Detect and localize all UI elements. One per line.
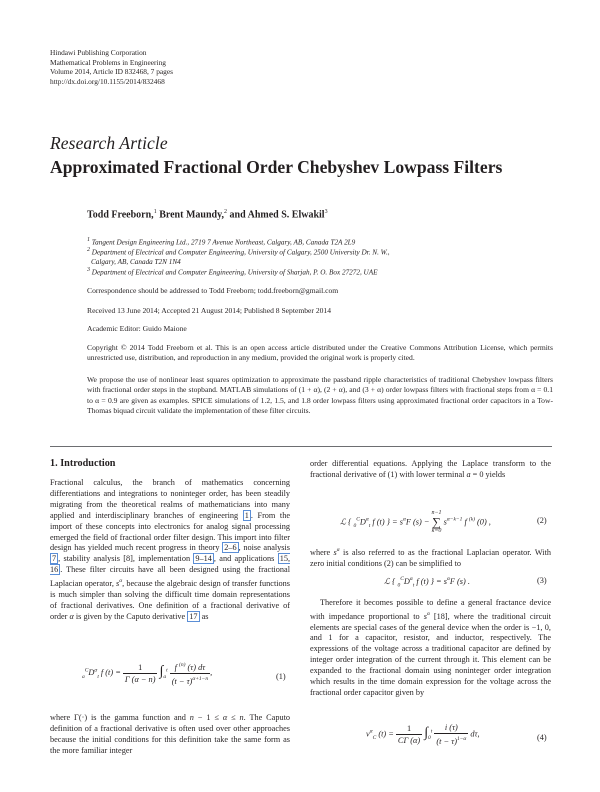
section-heading: 1. Introduction <box>50 458 116 469</box>
volume-line: Volume 2014, Article ID 832468, 7 pages <box>50 67 174 77</box>
author-sup: 2 <box>224 209 228 215</box>
affiliation-text-cont: Calgary, AB, Canada T2N 1N4 <box>91 257 181 266</box>
equation-number: (2) <box>537 516 547 525</box>
publisher: Hindawi Publishing Corporation <box>50 48 147 57</box>
affiliation-2 <box>87 246 390 267</box>
equation-2: ℒ { $_0^CD^\alpha_t$ f (t) } = $s^\alpha F$ (s) − n−1 ∑ k=0 $s^{\alpha-k-1}$ f $^{(k)}$ (0) , <box>340 510 491 534</box>
journal-header <box>50 48 173 86</box>
left-column-para-2: where Γ(·) is the gamma function and n − 1 ≤ α ≤ n. The Caputo definition of a fractional derivative is often used over other approaches because the initial conditions for this definition take the same form as the more familiar integer <box>50 713 291 755</box>
citation-link[interactable]: 9–14 <box>195 554 212 564</box>
affiliation-text: Department of Electrical and Computer Engineering, University of Sharjah, P. O. Box 27272, UAE <box>91 268 378 277</box>
article-type: Research Article <box>50 133 168 153</box>
author-sup: 1 <box>153 209 157 215</box>
affiliation-sup: 3 <box>87 267 90 273</box>
equation-3: ℒ { $_0^CD^\alpha_t$ f (t) } = $s^\alpha F$ (s) . <box>384 576 470 589</box>
author-name: and Ahmed S. Elwakil <box>229 209 325 221</box>
equation-number: (4) <box>537 733 547 742</box>
equation-4: $v^\alpha_C$ (t) = $\frac{1}{C\Gamma (\alpha)}$ $\int_0^t$ $\frac{i (\tau)}{(t - \tau)^{1-\alpha}}$ dτ, <box>366 723 480 746</box>
right-column-para-2: where $s^\alpha$ is also referred to as the fractional Laplacian operator. With zero initial conditions (2) can be simplified to <box>310 547 552 568</box>
citation-link[interactable]: 2–6 <box>224 543 237 553</box>
doi-link[interactable]: http://dx.doi.org/10.1155/2014/832468 <box>50 76 165 86</box>
right-column-para-3: Therefore it becomes possible to define a general fractance device with impedance proportional to $s^\alpha$ [18], where the traditional circuit elements are special cases of the general device when the order is −1, 0, and 1 for a capacitor, resistor, and inductor, respectively. The expressions of the voltage across a traditional capacitor are defined by integer order integration of the current through it. This element can be expanded to the fractional domain using noninteger order integration which results in the time domain expression for the voltage across the fractional order capacitor given by <box>310 598 551 697</box>
affiliation-text: Department of Electrical and Computer Engineering, University of Calgary, 2500 University Dr. N. W., <box>91 248 390 257</box>
correspondence: Correspondence should be addressed to Todd Freeborn; todd.freeborn@gmail.com <box>87 286 339 295</box>
left-column-para-1: Fractional calculus, the branch of mathematics concerning differentiations and integrations to noninteger order, has been steadily migrating from the theoretical realms of mathematicians into many applied and interdisciplinary branches of engineering 1 . From the import of these concepts into electronics for analog signal processing emerged the field of fractional order filter design. This import into filter design has yielded much recent progress in theory 2–6 , noise analysis 7 , stability analysis [8], implementation 9–14 , and applications 15, 16 . These filter circuits have all been designed using the fractional Laplacian operator, $s^\alpha$, because the algebraic design of transfer functions is much simpler than solving the difficult time domain representations of fractional derivatives. One definition of a fractional derivative of order α is given by the Caputo derivative 17 as <box>50 478 291 621</box>
author-list <box>87 209 328 220</box>
abstract: We propose the use of nonlinear least squares optimization to approximate the passband ripple characteristics of traditional Chebyshev lowpass filters with fractional order steps in the stopband. MATLAB simulations of (1 + α), (2 + α), and (3 + α) order lowpass filters with fractional steps from α = 0.1 to α = 0.9 are given as examples. SPICE simulations of 1.2, 1.5, and 1.8 order lowpass filters using approximated fractional order capacitors in a Tow-Thomas biquad circuit validate the implementation of these filter circuits. <box>87 375 553 416</box>
copyright-notice: Copyright © 2014 Todd Freeborn et al. This is an open access article distributed under the Creative Commons Attribution License, which permits unrestricted use, distribution, and reproduction in any medium, provided the original work is properly cited. <box>87 343 553 363</box>
affiliation-3 <box>87 266 378 278</box>
author-sup: 3 <box>324 209 328 215</box>
citation-link[interactable]: 15, 16 <box>50 554 291 575</box>
article-dates: Received 13 June 2014; Accepted 21 August 2014; Published 8 September 2014 <box>87 306 332 315</box>
right-column-para-1: order differential equations. Applying the Laplace transform to the fractional derivative of (1) with lower terminal a = 0 yields <box>310 459 551 479</box>
equation-1: $_a^CD^\alpha_t$ f (t) = $\frac{1}{\Gamma (\alpha - n)}$ $\int_a^t$ $\frac{f ^{(n)} (\tau) d\tau}{(t - \tau)^{\alpha+1-n}}$ , <box>82 662 213 686</box>
section-divider <box>50 446 552 447</box>
affiliation-text: Tangent Design Engineering Ltd., 2719 7 Avenue Northeast, Calgary, AB, Canada T2A 2L9 <box>91 238 356 247</box>
citation-link[interactable]: 1 <box>244 510 249 520</box>
author-name: Brent Maundy, <box>159 209 225 221</box>
author-name: Todd Freeborn, <box>87 209 154 221</box>
citation-link[interactable]: 7 <box>52 554 57 564</box>
affiliation-sup: 2 <box>87 247 90 253</box>
affiliation-sup: 1 <box>87 237 90 243</box>
academic-editor: Academic Editor: Guido Maione <box>87 324 187 333</box>
paper-title: Approximated Fractional Order Chebyshev Lowpass Filters <box>50 157 503 177</box>
equation-number: (3) <box>537 576 547 585</box>
journal-name: Mathematical Problems in Engineering <box>50 57 166 67</box>
equation-number: (1) <box>276 672 286 681</box>
citation-link[interactable]: 17 <box>189 611 198 621</box>
